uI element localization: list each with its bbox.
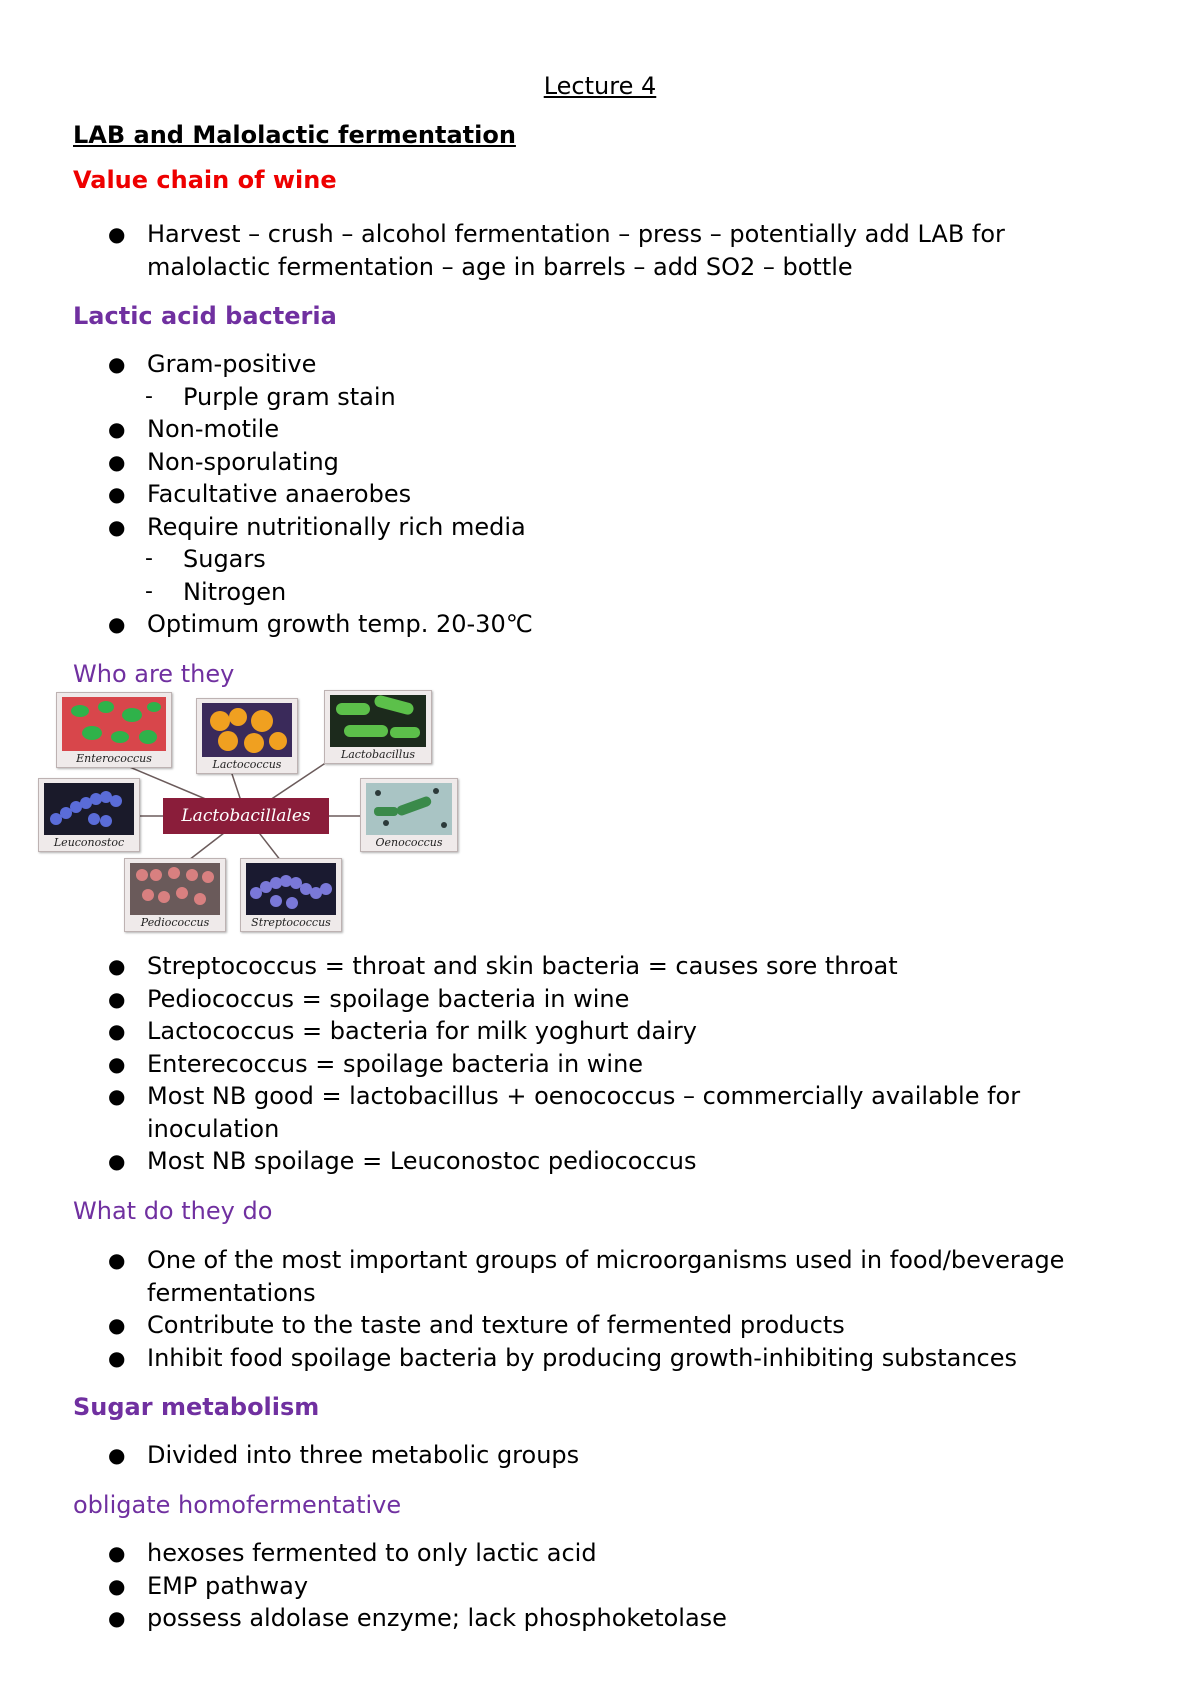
lactobacillus-micrograph-icon — [330, 695, 426, 747]
list-item: ● Divided into three metabolic groups — [108, 1441, 580, 1469]
lab-list — [0, 348, 1067, 641]
what-list — [0, 1244, 1067, 1374]
list-item: ● hexoses fermented to only lactic acid — [108, 1539, 597, 1567]
oenococcus-image — [360, 778, 458, 852]
heading-who-are-they: Who are they — [73, 660, 235, 688]
lactococcus-caption: Lactococcus — [212, 758, 282, 771]
list-item: ● Pediococcus = spoilage bacteria in wine — [108, 984, 630, 1013]
leuconostoc-caption: Leuconostoc — [53, 836, 125, 849]
sugar-list — [0, 1439, 1067, 1472]
heading-lactic-acid-bacteria: Lactic acid bacteria — [73, 302, 337, 330]
list-item: ● Harvest – crush – alcohol fermentation – press – potentially add LAB for malolactic fermentation – age in barrels – add SO2 – bottle — [108, 220, 1005, 281]
lactococcus-image — [196, 698, 298, 774]
list-item: ● Enterecoccus = spoilage bacteria in wine — [108, 1049, 644, 1078]
list-item: ● Streptococcus = throat and skin bacteria = causes sore throat — [108, 952, 898, 980]
pediococcus-image — [124, 858, 226, 932]
enterococcus-image — [56, 692, 172, 768]
list-item: ● Most NB spoilage = Leuconostoc pediococcus — [108, 1147, 697, 1175]
lactococcus-micrograph-icon — [202, 703, 292, 757]
list-item: ● Optimum growth temp. 20-30℃ — [108, 610, 533, 638]
list-item: ● Require nutritionally rich media — [108, 512, 526, 541]
oenococcus-micrograph-icon — [366, 783, 452, 835]
list-item: ● EMP pathway — [108, 1571, 309, 1600]
heading-obligate-homofermentative: obligate homofermentative — [73, 1491, 402, 1519]
leuconostoc-image — [38, 778, 140, 852]
leuconostoc-micrograph-icon — [44, 783, 134, 835]
lactobacillus-image — [324, 690, 432, 764]
homo-list — [0, 1537, 1067, 1635]
lactobacillales-center-label: Lactobacillales — [163, 798, 329, 834]
lecture-title: Lecture 4 — [543, 72, 657, 100]
list-item: ● Non-sporulating — [108, 447, 339, 476]
list-item: ● possess aldolase enzyme; lack phosphoketolase — [108, 1604, 727, 1632]
sub-list-item: - Purple gram stain — [145, 382, 396, 411]
list-item: ● Gram-positive — [108, 350, 317, 378]
enterococcus-caption: Enterococcus — [76, 752, 152, 765]
list-item: ● One of the most important groups of microorganisms used in food/beverage fermentations — [108, 1246, 1065, 1307]
streptococcus-micrograph-icon — [246, 863, 336, 915]
enterococcus-micrograph-icon — [62, 697, 166, 751]
lactobacillus-caption: Lactobacillus — [340, 748, 416, 761]
heading-sugar-metabolism: Sugar metabolism — [73, 1393, 320, 1421]
value-chain-list — [0, 218, 1067, 283]
oenococcus-caption: Oenococcus — [375, 836, 443, 849]
list-item: ● Facultative anaerobes — [108, 480, 412, 508]
heading-value-chain: Value chain of wine — [73, 166, 337, 194]
document-title: LAB and Malolactic fermentation — [73, 121, 516, 149]
streptococcus-caption: Streptococcus — [251, 916, 331, 929]
streptococcus-image — [240, 858, 342, 932]
pediococcus-micrograph-icon — [130, 863, 220, 915]
list-item: ● Contribute to the taste and texture of fermented products — [108, 1311, 845, 1339]
list-item: ● Non-motile — [108, 415, 280, 443]
pediococcus-caption: Pediococcus — [140, 916, 210, 929]
list-item: ● Lactococcus = bacteria for milk yoghurt dairy — [108, 1017, 697, 1045]
lactobacillales-diagram — [38, 690, 458, 948]
who-list — [0, 950, 1067, 1178]
heading-what-do-they-do: What do they do — [73, 1197, 273, 1225]
list-item: ● Inhibit food spoilage bacteria by producing growth-inhibiting substances — [108, 1343, 1017, 1372]
sub-list-item: - Sugars — [145, 545, 266, 573]
list-item: ● Most NB good = lactobacillus + oenococcus – commercially available for inoculation — [108, 1082, 1021, 1143]
sub-list-item: - Nitrogen — [145, 577, 287, 606]
